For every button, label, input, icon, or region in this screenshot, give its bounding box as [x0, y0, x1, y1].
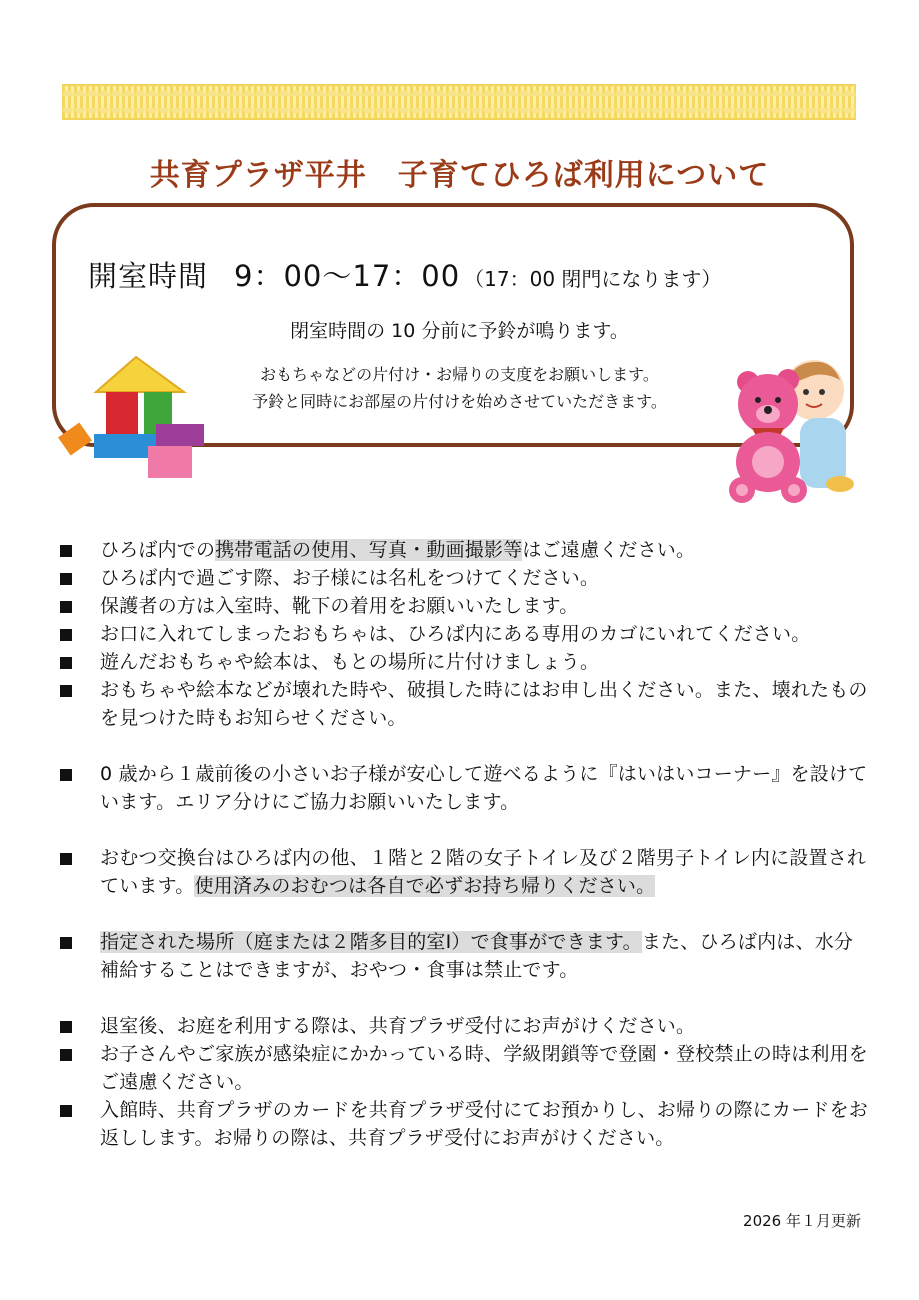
rule-item: おもちゃや絵本などが壊れた時や、破損した時にはお申し出ください。また、壊れたものを見つけた時もお知らせください。: [60, 676, 870, 732]
updated-date: 2026 年１月更新: [743, 1212, 861, 1230]
rule-item: お口に入れてしまったおもちゃは、ひろば内にある専用のカゴにいれてください。: [60, 620, 870, 648]
rule-item: 退室後、お庭を利用する際は、共育プラザ受付にお声がけください。: [60, 1012, 870, 1040]
hours-note: （17：00 閉門になります）: [464, 267, 722, 291]
square-bullet-icon: [60, 853, 72, 865]
lace-border-decoration: [62, 84, 856, 120]
rule-item: 0 歳から１歳前後の小さいお子様が安心して遊べるように『はいはいコーナー』を設けています。エリア分けにご協力お願いいたします。: [60, 760, 870, 816]
square-bullet-icon: [60, 1021, 72, 1033]
square-bullet-icon: [60, 769, 72, 781]
hours-time: 9：00～17：00: [234, 259, 461, 293]
rule-item: 保護者の方は入室時、靴下の着用をお願いいたします。: [60, 592, 870, 620]
hours-label: 開室時間: [88, 259, 209, 293]
rule-item: 指定された場所（庭または２階多目的室Ⅰ）で食事ができます。また、ひろば内は、水分補給することはできますが、おやつ・食事は禁止です。: [60, 928, 870, 984]
tidy-notice-1: おもちゃなどの片付け・お帰りの支度をお願いします。: [260, 365, 659, 384]
square-bullet-icon: [60, 629, 72, 641]
tidy-notice-2: 予鈴と同時にお部屋の片付けを始めさせていただきます。: [252, 392, 667, 411]
square-bullet-icon: [60, 937, 72, 949]
square-bullet-icon: [60, 545, 72, 557]
teddy-bear-baby-icon: [722, 356, 862, 506]
bell-notice: 閉室時間の 10 分前に予鈴が鳴ります。: [290, 320, 629, 342]
square-bullet-icon: [60, 685, 72, 697]
rule-item: お子さんやご家族が感染症にかかっている時、学級閉鎖等で登園・登校禁止の時は利用をご遠慮ください。: [60, 1040, 870, 1096]
opening-hours: [88, 254, 721, 295]
toy-blocks-icon: [58, 352, 208, 482]
rules-list: [60, 536, 870, 1152]
square-bullet-icon: [60, 573, 72, 585]
rule-item: ひろば内での携帯電話の使用、写真・動画撮影等はご遠慮ください。: [60, 536, 870, 564]
square-bullet-icon: [60, 1049, 72, 1061]
square-bullet-icon: [60, 1105, 72, 1117]
square-bullet-icon: [60, 601, 72, 613]
rule-item: 遊んだおもちゃや絵本は、もとの場所に片付けましょう。: [60, 648, 870, 676]
rule-item: 入館時、共育プラザのカードを共育プラザ受付にてお預かりし、お帰りの際にカードをお返しします。お帰りの際は、共育プラザ受付にお声がけください。: [60, 1096, 870, 1152]
square-bullet-icon: [60, 657, 72, 669]
page-title: 共育プラザ平井 子育てひろば利用について: [149, 158, 770, 193]
rule-item: ひろば内で過ごす際、お子様には名札をつけてください。: [60, 564, 870, 592]
rule-item: おむつ交換台はひろば内の他、１階と２階の女子トイレ及び２階男子トイレ内に設置されています。使用済みのおむつは各自で必ずお持ち帰りください。: [60, 844, 870, 900]
